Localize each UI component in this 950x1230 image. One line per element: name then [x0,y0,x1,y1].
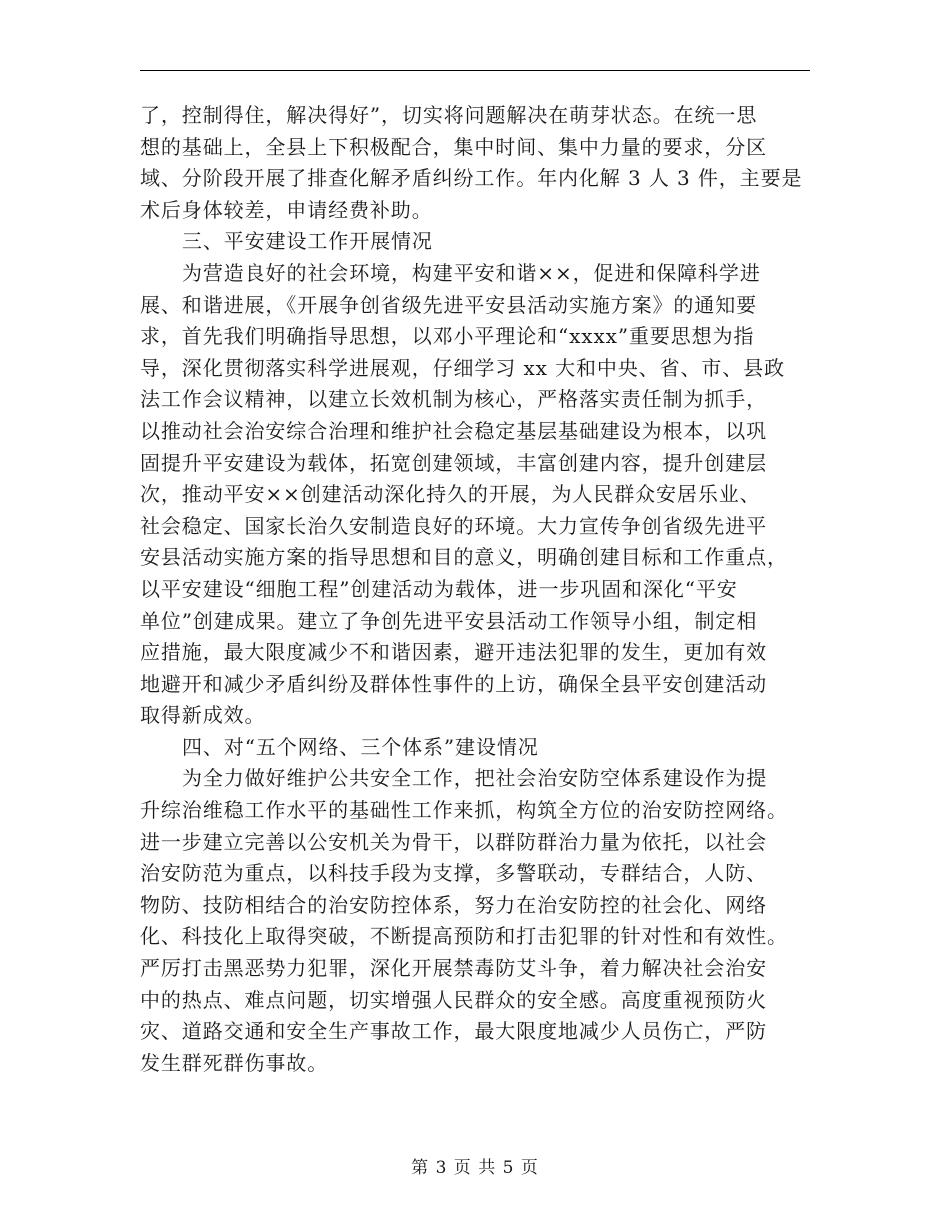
paragraph-line: 取得新成效。 [140,703,266,728]
paragraph-line: 中的热点、难点问题，切实增强人民群众的安全感。高度重视预防火 [140,987,767,1012]
paragraph-line-indented: 为全力做好维护公共安全工作，把社会治安防空体系建设作为提 [182,766,768,791]
paragraph-line: 灾、道路交通和安全生产事故工作，最大限度地减少人员伤亡，严防 [140,1019,767,1044]
paragraph-line: 法工作会议精神，以建立长效机制为核心，严格落实责任制为抓手， [140,387,767,412]
paragraph-line-indented: 为营造良好的社会环境，构建平安和谐××，促进和保障科学进 [182,260,761,285]
paragraph-line: 域、分阶段开展了排查化解矛盾纠纷工作。年内化解 3 人 3 件，主要是 [140,166,803,191]
document-body [140,100,810,1079]
page-number-footer: 第 3 页 共 5 页 [411,1158,539,1178]
paragraph-line-indented: 三、平安建设工作开展情况 [182,229,433,254]
paragraph-line: 术后身体较差，申请经费补助。 [140,197,433,222]
header-rule [140,70,810,71]
paragraph-line: 应措施，最大限度减少不和谐因素，避开违法犯罪的发生，更加有效 [140,640,767,665]
paragraph-line: 求，首先我们明确指导思想，以邓小平理论和“xxxx”重要思想为指 [140,324,755,349]
paragraph-line: 安县活动实施方案的指导思想和目的意义，明确创建目标和工作重点， [140,545,788,570]
paragraph-line: 想的基础上，全县上下积极配合，集中时间、集中力量的要求，分区 [140,134,767,159]
paragraph-line: 导，深化贯彻落实科学进展观，仔细学习 xx 大和中央、省、市、县政 [140,355,785,380]
paragraph-line: 严厉打击黑恶势力犯罪，深化开展禁毒防艾斗争，着力解决社会治安 [140,956,767,981]
paragraph-line: 了，控制得住，解决得好”，切实将问题解决在萌芽状态。在统一思 [140,103,758,127]
paragraph-line: 升综治维稳工作水平的基础性工作来抓，构筑全方位的治安防控网络。 [140,798,788,823]
paragraph-line: 社会稳定、国家长治久安制造良好的环境。大力宣传争创省级先进平 [140,513,767,538]
paragraph-line-indented: 四、对“五个网络、三个体系”建设情况 [182,734,539,759]
paragraph-line: 化、科技化上取得突破，不断提高预防和打击犯罪的针对性和有效性。 [140,924,788,949]
paragraph-line: 治安防范为重点，以科技手段为支撑，多警联动，专群结合，人防、 [140,861,767,886]
paragraph-line: 次，推动平安××创建活动深化持久的开展，为人民群众安居乐业、 [140,482,761,507]
paragraph-line: 以平安建设“细胞工程”创建活动为载体，进一步巩固和深化“平安 [140,576,738,601]
paragraph-line: 发生群死群伤事故。 [140,1050,329,1075]
paragraph-line: 展、和谐进展，《开展争创省级先进平安县活动实施方案》的通知要 [140,292,757,317]
paragraph-line: 物防、技防相结合的治安防控体系，努力在治安防控的社会化、网络 [140,892,767,917]
paragraph-line: 进一步建立完善以公安机关为骨干，以群防群治力量为依托，以社会 [140,829,767,854]
paragraph-line: 固提升平安建设为载体，拓宽创建领域，丰富创建内容，提升创建层 [140,450,767,475]
paragraph-line: 地避开和减少矛盾纠纷及群体性事件的上访，确保全县平安创建活动 [140,671,767,696]
paragraph-line: 单位”创建成果。建立了争创先进平安县活动工作领导小组，制定相 [140,608,758,633]
paragraph-line: 以推动社会治安综合治理和维护社会稳定基层基础建设为根本，以巩 [140,418,767,443]
